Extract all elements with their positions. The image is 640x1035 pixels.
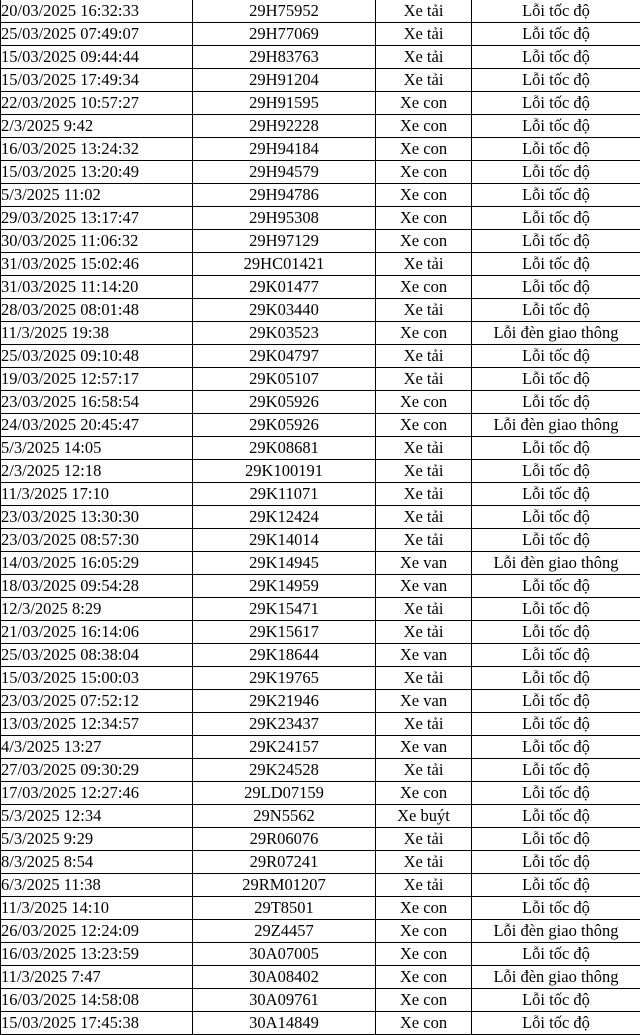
plate-cell: 29H97129 bbox=[193, 230, 376, 253]
table-row bbox=[1, 575, 640, 598]
vehicle-type-cell: Xe tải bbox=[376, 345, 472, 368]
plate-cell: 30A08402 bbox=[193, 966, 376, 989]
timestamp-cell: 31/03/2025 11:14:20 bbox=[1, 276, 193, 299]
violation-cell: Lỗi tốc độ bbox=[472, 207, 640, 230]
vehicle-type-cell: Xe con bbox=[376, 322, 472, 345]
violation-cell: Lỗi đèn giao thông bbox=[472, 966, 640, 989]
plate-cell: 29K15617 bbox=[193, 621, 376, 644]
timestamp-cell: 27/03/2025 09:30:29 bbox=[1, 759, 193, 782]
vehicle-type-cell: Xe con bbox=[376, 1012, 472, 1035]
vehicle-type-cell: Xe con bbox=[376, 966, 472, 989]
violation-cell: Lỗi tốc độ bbox=[472, 851, 640, 874]
table-row bbox=[1, 115, 640, 138]
timestamp-cell: 12/3/2025 8:29 bbox=[1, 598, 193, 621]
vehicle-type-cell: Xe van bbox=[376, 552, 472, 575]
plate-cell: 30A07005 bbox=[193, 943, 376, 966]
violation-cell: Lỗi tốc độ bbox=[472, 483, 640, 506]
timestamp-cell: 2/3/2025 12:18 bbox=[1, 460, 193, 483]
violation-cell: Lỗi đèn giao thông bbox=[472, 322, 640, 345]
timestamp-cell: 29/03/2025 13:17:47 bbox=[1, 207, 193, 230]
plate-cell: 29K14014 bbox=[193, 529, 376, 552]
timestamp-cell: 24/03/2025 20:45:47 bbox=[1, 414, 193, 437]
plate-cell: 29H94786 bbox=[193, 184, 376, 207]
plate-cell: 29K03523 bbox=[193, 322, 376, 345]
timestamp-cell: 15/03/2025 09:44:44 bbox=[1, 46, 193, 69]
plate-cell: 29H94579 bbox=[193, 161, 376, 184]
vehicle-type-cell: Xe con bbox=[376, 230, 472, 253]
violation-cell: Lỗi tốc độ bbox=[472, 299, 640, 322]
plate-cell: 29K21946 bbox=[193, 690, 376, 713]
violation-cell: Lỗi tốc độ bbox=[472, 92, 640, 115]
table-row bbox=[1, 184, 640, 207]
violations-table-body bbox=[1, 0, 640, 1035]
plate-cell: 29K18644 bbox=[193, 644, 376, 667]
plate-cell: 29R06076 bbox=[193, 828, 376, 851]
timestamp-cell: 23/03/2025 08:57:30 bbox=[1, 529, 193, 552]
timestamp-cell: 23/03/2025 16:58:54 bbox=[1, 391, 193, 414]
table-row bbox=[1, 943, 640, 966]
table-row bbox=[1, 966, 640, 989]
violation-cell: Lỗi đèn giao thông bbox=[472, 552, 640, 575]
vehicle-type-cell: Xe tải bbox=[376, 851, 472, 874]
vehicle-type-cell: Xe tải bbox=[376, 598, 472, 621]
table-row bbox=[1, 621, 640, 644]
violation-cell: Lỗi tốc độ bbox=[472, 368, 640, 391]
vehicle-type-cell: Xe tải bbox=[376, 253, 472, 276]
timestamp-cell: 15/03/2025 13:20:49 bbox=[1, 161, 193, 184]
plate-cell: 29K01477 bbox=[193, 276, 376, 299]
violation-cell: Lỗi tốc độ bbox=[472, 437, 640, 460]
violation-cell: Lỗi tốc độ bbox=[472, 529, 640, 552]
timestamp-cell: 11/3/2025 19:38 bbox=[1, 322, 193, 345]
plate-cell: 29K11071 bbox=[193, 483, 376, 506]
timestamp-cell: 4/3/2025 13:27 bbox=[1, 736, 193, 759]
vehicle-type-cell: Xe con bbox=[376, 391, 472, 414]
timestamp-cell: 15/03/2025 17:49:34 bbox=[1, 69, 193, 92]
timestamp-cell: 16/03/2025 13:24:32 bbox=[1, 138, 193, 161]
plate-cell: 29H95308 bbox=[193, 207, 376, 230]
plate-cell: 29H94184 bbox=[193, 138, 376, 161]
violation-cell: Lỗi tốc độ bbox=[472, 161, 640, 184]
vehicle-type-cell: Xe tải bbox=[376, 713, 472, 736]
vehicle-type-cell: Xe con bbox=[376, 276, 472, 299]
timestamp-cell: 2/3/2025 9:42 bbox=[1, 115, 193, 138]
timestamp-cell: 11/3/2025 17:10 bbox=[1, 483, 193, 506]
table-row bbox=[1, 230, 640, 253]
vehicle-type-cell: Xe tải bbox=[376, 437, 472, 460]
plate-cell: 29LD07159 bbox=[193, 782, 376, 805]
plate-cell: 29H92228 bbox=[193, 115, 376, 138]
timestamp-cell: 18/03/2025 09:54:28 bbox=[1, 575, 193, 598]
table-row bbox=[1, 460, 640, 483]
violation-cell: Lỗi tốc độ bbox=[472, 805, 640, 828]
vehicle-type-cell: Xe tải bbox=[376, 506, 472, 529]
plate-cell: 29K14945 bbox=[193, 552, 376, 575]
vehicle-type-cell: Xe con bbox=[376, 138, 472, 161]
table-row bbox=[1, 368, 640, 391]
violation-cell: Lỗi tốc độ bbox=[472, 897, 640, 920]
table-row bbox=[1, 299, 640, 322]
timestamp-cell: 17/03/2025 12:27:46 bbox=[1, 782, 193, 805]
timestamp-cell: 23/03/2025 13:30:30 bbox=[1, 506, 193, 529]
violation-cell: Lỗi tốc độ bbox=[472, 713, 640, 736]
plate-cell: 29R07241 bbox=[193, 851, 376, 874]
violation-cell: Lỗi tốc độ bbox=[472, 138, 640, 161]
plate-cell: 29K24528 bbox=[193, 759, 376, 782]
table-row bbox=[1, 506, 640, 529]
plate-cell: 29H91204 bbox=[193, 69, 376, 92]
table-row bbox=[1, 529, 640, 552]
table-row bbox=[1, 437, 640, 460]
timestamp-cell: 19/03/2025 12:57:17 bbox=[1, 368, 193, 391]
violation-cell: Lỗi tốc độ bbox=[472, 506, 640, 529]
table-row bbox=[1, 713, 640, 736]
vehicle-type-cell: Xe con bbox=[376, 184, 472, 207]
violation-cell: Lỗi tốc độ bbox=[472, 736, 640, 759]
timestamp-cell: 11/3/2025 14:10 bbox=[1, 897, 193, 920]
vehicle-type-cell: Xe tải bbox=[376, 23, 472, 46]
plate-cell: 29K05926 bbox=[193, 391, 376, 414]
vehicle-type-cell: Xe van bbox=[376, 690, 472, 713]
violation-cell: Lỗi tốc độ bbox=[472, 23, 640, 46]
table-row bbox=[1, 253, 640, 276]
table-row bbox=[1, 414, 640, 437]
vehicle-type-cell: Xe con bbox=[376, 920, 472, 943]
plate-cell: 29Z4457 bbox=[193, 920, 376, 943]
timestamp-cell: 26/03/2025 12:24:09 bbox=[1, 920, 193, 943]
plate-cell: 29N5562 bbox=[193, 805, 376, 828]
table-row bbox=[1, 805, 640, 828]
table-row bbox=[1, 161, 640, 184]
timestamp-cell: 5/3/2025 12:34 bbox=[1, 805, 193, 828]
table-row bbox=[1, 0, 640, 23]
table-row bbox=[1, 851, 640, 874]
plate-cell: 29K05926 bbox=[193, 414, 376, 437]
table-row bbox=[1, 138, 640, 161]
violation-cell: Lỗi tốc độ bbox=[472, 874, 640, 897]
vehicle-type-cell: Xe tải bbox=[376, 0, 472, 23]
vehicle-type-cell: Xe tải bbox=[376, 621, 472, 644]
violation-cell: Lỗi tốc độ bbox=[472, 690, 640, 713]
plate-cell: 29K23437 bbox=[193, 713, 376, 736]
table-row bbox=[1, 667, 640, 690]
vehicle-type-cell: Xe tải bbox=[376, 69, 472, 92]
plate-cell: 29K100191 bbox=[193, 460, 376, 483]
violation-cell: Lỗi đèn giao thông bbox=[472, 414, 640, 437]
table-row bbox=[1, 989, 640, 1012]
vehicle-type-cell: Xe buýt bbox=[376, 805, 472, 828]
violation-cell: Lỗi tốc độ bbox=[472, 0, 640, 23]
vehicle-type-cell: Xe van bbox=[376, 575, 472, 598]
table-row bbox=[1, 276, 640, 299]
timestamp-cell: 14/03/2025 16:05:29 bbox=[1, 552, 193, 575]
violation-cell: Lỗi tốc độ bbox=[472, 989, 640, 1012]
violation-cell: Lỗi tốc độ bbox=[472, 115, 640, 138]
violation-cell: Lỗi tốc độ bbox=[472, 230, 640, 253]
plate-cell: 29K14959 bbox=[193, 575, 376, 598]
timestamp-cell: 13/03/2025 12:34:57 bbox=[1, 713, 193, 736]
table-row bbox=[1, 644, 640, 667]
vehicle-type-cell: Xe tải bbox=[376, 460, 472, 483]
violation-cell: Lỗi tốc độ bbox=[472, 1012, 640, 1035]
timestamp-cell: 6/3/2025 11:38 bbox=[1, 874, 193, 897]
plate-cell: 29H77069 bbox=[193, 23, 376, 46]
table-row bbox=[1, 736, 640, 759]
table-row bbox=[1, 828, 640, 851]
vehicle-type-cell: Xe tải bbox=[376, 874, 472, 897]
violation-cell: Lỗi tốc độ bbox=[472, 184, 640, 207]
plate-cell: 29T8501 bbox=[193, 897, 376, 920]
violation-cell: Lỗi tốc độ bbox=[472, 667, 640, 690]
plate-cell: 29K12424 bbox=[193, 506, 376, 529]
table-row bbox=[1, 552, 640, 575]
plate-cell: 29HC01421 bbox=[193, 253, 376, 276]
violation-cell: Lỗi tốc độ bbox=[472, 598, 640, 621]
table-row bbox=[1, 483, 640, 506]
violation-cell: Lỗi tốc độ bbox=[472, 46, 640, 69]
vehicle-type-cell: Xe con bbox=[376, 782, 472, 805]
plate-cell: 29H83763 bbox=[193, 46, 376, 69]
table-row bbox=[1, 207, 640, 230]
timestamp-cell: 11/3/2025 7:47 bbox=[1, 966, 193, 989]
vehicle-type-cell: Xe con bbox=[376, 92, 472, 115]
table-row bbox=[1, 23, 640, 46]
table-row bbox=[1, 92, 640, 115]
timestamp-cell: 25/03/2025 08:38:04 bbox=[1, 644, 193, 667]
violation-cell: Lỗi tốc độ bbox=[472, 69, 640, 92]
vehicle-type-cell: Xe con bbox=[376, 207, 472, 230]
vehicle-type-cell: Xe tải bbox=[376, 483, 472, 506]
table-row bbox=[1, 345, 640, 368]
violation-cell: Lỗi tốc độ bbox=[472, 782, 640, 805]
timestamp-cell: 25/03/2025 07:49:07 bbox=[1, 23, 193, 46]
vehicle-type-cell: Xe tải bbox=[376, 529, 472, 552]
timestamp-cell: 5/3/2025 11:02 bbox=[1, 184, 193, 207]
timestamp-cell: 20/03/2025 16:32:33 bbox=[1, 0, 193, 23]
table-row bbox=[1, 920, 640, 943]
violation-cell: Lỗi tốc độ bbox=[472, 575, 640, 598]
table-row bbox=[1, 874, 640, 897]
table-row bbox=[1, 690, 640, 713]
violation-cell: Lỗi tốc độ bbox=[472, 943, 640, 966]
vehicle-type-cell: Xe tải bbox=[376, 299, 472, 322]
vehicle-type-cell: Xe con bbox=[376, 943, 472, 966]
violation-cell: Lỗi tốc độ bbox=[472, 460, 640, 483]
timestamp-cell: 25/03/2025 09:10:48 bbox=[1, 345, 193, 368]
violation-cell: Lỗi tốc độ bbox=[472, 644, 640, 667]
table-row bbox=[1, 598, 640, 621]
violation-cell: Lỗi tốc độ bbox=[472, 253, 640, 276]
timestamp-cell: 5/3/2025 14:05 bbox=[1, 437, 193, 460]
vehicle-type-cell: Xe con bbox=[376, 897, 472, 920]
table-row bbox=[1, 759, 640, 782]
plate-cell: 29RM01207 bbox=[193, 874, 376, 897]
vehicle-type-cell: Xe con bbox=[376, 414, 472, 437]
vehicle-type-cell: Xe tải bbox=[376, 368, 472, 391]
vehicle-type-cell: Xe van bbox=[376, 736, 472, 759]
vehicle-type-cell: Xe con bbox=[376, 161, 472, 184]
violation-cell: Lỗi tốc độ bbox=[472, 345, 640, 368]
vehicle-type-cell: Xe tải bbox=[376, 828, 472, 851]
plate-cell: 29K03440 bbox=[193, 299, 376, 322]
plate-cell: 29H91595 bbox=[193, 92, 376, 115]
timestamp-cell: 22/03/2025 10:57:27 bbox=[1, 92, 193, 115]
timestamp-cell: 28/03/2025 08:01:48 bbox=[1, 299, 193, 322]
violation-cell: Lỗi tốc độ bbox=[472, 828, 640, 851]
violation-cell: Lỗi tốc độ bbox=[472, 621, 640, 644]
violation-cell: Lỗi tốc độ bbox=[472, 759, 640, 782]
plate-cell: 29K04797 bbox=[193, 345, 376, 368]
table-row bbox=[1, 46, 640, 69]
plate-cell: 29K05107 bbox=[193, 368, 376, 391]
timestamp-cell: 15/03/2025 17:45:38 bbox=[1, 1012, 193, 1035]
timestamp-cell: 16/03/2025 14:58:08 bbox=[1, 989, 193, 1012]
timestamp-cell: 16/03/2025 13:23:59 bbox=[1, 943, 193, 966]
plate-cell: 29K24157 bbox=[193, 736, 376, 759]
timestamp-cell: 5/3/2025 9:29 bbox=[1, 828, 193, 851]
vehicle-type-cell: Xe tải bbox=[376, 46, 472, 69]
vehicle-type-cell: Xe con bbox=[376, 115, 472, 138]
plate-cell: 29K19765 bbox=[193, 667, 376, 690]
plate-cell: 29K08681 bbox=[193, 437, 376, 460]
violation-cell: Lỗi tốc độ bbox=[472, 391, 640, 414]
table-row bbox=[1, 69, 640, 92]
plate-cell: 30A09761 bbox=[193, 989, 376, 1012]
vehicle-type-cell: Xe van bbox=[376, 644, 472, 667]
table-row bbox=[1, 897, 640, 920]
violation-cell: Lỗi đèn giao thông bbox=[472, 920, 640, 943]
timestamp-cell: 30/03/2025 11:06:32 bbox=[1, 230, 193, 253]
table-row bbox=[1, 782, 640, 805]
plate-cell: 29K15471 bbox=[193, 598, 376, 621]
timestamp-cell: 23/03/2025 07:52:12 bbox=[1, 690, 193, 713]
vehicle-type-cell: Xe tải bbox=[376, 759, 472, 782]
timestamp-cell: 8/3/2025 8:54 bbox=[1, 851, 193, 874]
timestamp-cell: 21/03/2025 16:14:06 bbox=[1, 621, 193, 644]
vehicle-type-cell: Xe con bbox=[376, 989, 472, 1012]
table-row bbox=[1, 1012, 640, 1035]
vehicle-type-cell: Xe tải bbox=[376, 667, 472, 690]
table-row bbox=[1, 391, 640, 414]
timestamp-cell: 15/03/2025 15:00:03 bbox=[1, 667, 193, 690]
violation-cell: Lỗi tốc độ bbox=[472, 276, 640, 299]
plate-cell: 29H75952 bbox=[193, 0, 376, 23]
timestamp-cell: 31/03/2025 15:02:46 bbox=[1, 253, 193, 276]
table-row bbox=[1, 322, 640, 345]
plate-cell: 30A14849 bbox=[193, 1012, 376, 1035]
